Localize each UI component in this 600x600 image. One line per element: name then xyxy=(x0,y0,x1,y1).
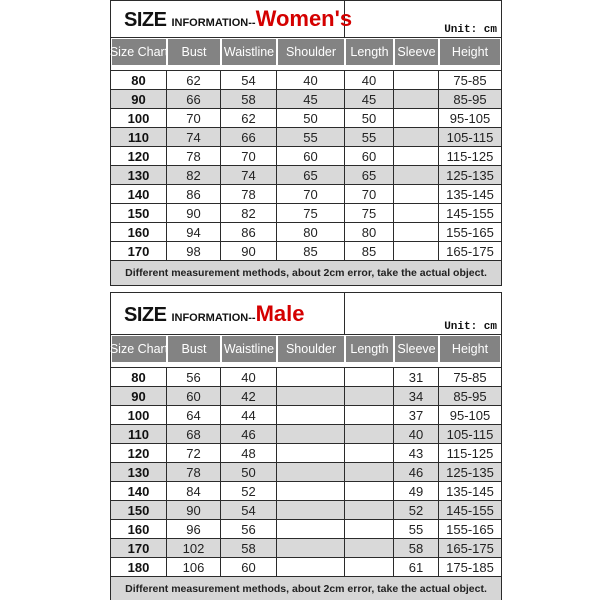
size-cell: 170 xyxy=(111,242,167,261)
size-cell: 160 xyxy=(111,223,167,242)
data-cell xyxy=(394,71,439,90)
size-data-grid xyxy=(111,367,501,577)
data-cell: 50 xyxy=(277,109,345,128)
size-cell: 80 xyxy=(111,71,167,90)
table-title-text xyxy=(124,8,352,30)
data-cell: 50 xyxy=(221,463,277,482)
data-cell: 74 xyxy=(221,166,277,185)
size-cell: 130 xyxy=(111,166,167,185)
data-cell xyxy=(394,109,439,128)
data-cell: 75 xyxy=(277,204,345,223)
data-cell xyxy=(277,387,345,406)
data-cell: 94 xyxy=(167,223,221,242)
data-cell: 55 xyxy=(394,520,439,539)
size-cell: 100 xyxy=(111,109,167,128)
data-cell: 115-125 xyxy=(439,147,501,166)
data-cell: 70 xyxy=(221,147,277,166)
data-cell: 64 xyxy=(167,406,221,425)
data-cell: 86 xyxy=(167,185,221,204)
size-cell: 90 xyxy=(111,90,167,109)
data-cell xyxy=(277,482,345,501)
data-cell xyxy=(394,90,439,109)
data-cell: 45 xyxy=(277,90,345,109)
data-cell: 65 xyxy=(277,166,345,185)
data-cell: 60 xyxy=(221,558,277,577)
data-cell: 62 xyxy=(221,109,277,128)
data-cell: 48 xyxy=(221,444,277,463)
data-cell xyxy=(277,558,345,577)
data-cell: 58 xyxy=(394,539,439,558)
data-cell xyxy=(394,166,439,185)
data-cell xyxy=(277,444,345,463)
data-cell xyxy=(277,368,345,387)
title-gender-text: Women's xyxy=(255,6,353,31)
data-cell: 50 xyxy=(345,109,394,128)
title-size-text: SIZE xyxy=(124,303,167,326)
data-cell: 40 xyxy=(394,425,439,444)
data-cell: 44 xyxy=(221,406,277,425)
data-cell: 56 xyxy=(221,520,277,539)
size-cell: 160 xyxy=(111,520,167,539)
data-cell xyxy=(277,520,345,539)
data-cell: 49 xyxy=(394,482,439,501)
data-cell xyxy=(345,425,394,444)
data-cell: 42 xyxy=(221,387,277,406)
note-bar xyxy=(111,261,501,285)
data-cell: 135-145 xyxy=(439,185,501,204)
data-cell: 56 xyxy=(167,368,221,387)
table-title-row xyxy=(111,293,501,335)
data-cell: 40 xyxy=(221,368,277,387)
data-cell xyxy=(394,128,439,147)
column-header: Length xyxy=(346,336,393,362)
size-cell: 140 xyxy=(111,482,167,501)
note-text: Different measurement methods, about 2cm error, take the actual object. xyxy=(125,583,487,595)
data-cell xyxy=(277,425,345,444)
table-title xyxy=(111,1,353,37)
column-header: Waistline xyxy=(222,39,276,65)
data-cell: 80 xyxy=(277,223,345,242)
data-cell: 60 xyxy=(345,147,394,166)
note-text: Different measurement methods, about 2cm error, take the actual object. xyxy=(125,267,487,279)
data-cell: 75-85 xyxy=(439,71,501,90)
womens-size-table xyxy=(110,0,502,286)
size-cell: 140 xyxy=(111,185,167,204)
column-header: Bust xyxy=(168,336,220,362)
data-cell: 90 xyxy=(167,204,221,223)
column-header: Height xyxy=(440,336,500,362)
data-cell: 58 xyxy=(221,539,277,558)
data-cell: 145-155 xyxy=(439,501,501,520)
column-header: Shoulder xyxy=(278,336,344,362)
data-cell: 78 xyxy=(221,185,277,204)
data-cell: 52 xyxy=(221,482,277,501)
data-cell xyxy=(345,444,394,463)
data-cell: 66 xyxy=(221,128,277,147)
unit-cell xyxy=(345,1,501,37)
data-cell xyxy=(277,501,345,520)
column-header: Shoulder xyxy=(278,39,344,65)
data-cell: 34 xyxy=(394,387,439,406)
data-cell: 98 xyxy=(167,242,221,261)
size-cell: 130 xyxy=(111,463,167,482)
data-cell: 31 xyxy=(394,368,439,387)
data-cell: 145-155 xyxy=(439,204,501,223)
size-cell: 150 xyxy=(111,204,167,223)
data-cell: 43 xyxy=(394,444,439,463)
column-header: Sleeve xyxy=(395,39,438,65)
table-title-text xyxy=(124,300,305,326)
column-header-row xyxy=(111,335,501,363)
data-cell: 70 xyxy=(277,185,345,204)
data-cell: 58 xyxy=(221,90,277,109)
column-header: Size Chart xyxy=(112,336,166,362)
data-cell: 52 xyxy=(394,501,439,520)
data-cell: 85 xyxy=(345,242,394,261)
data-cell: 70 xyxy=(167,109,221,128)
data-cell xyxy=(345,501,394,520)
column-header: Height xyxy=(440,39,500,65)
data-cell xyxy=(345,368,394,387)
unit-label: Unit: cm xyxy=(444,24,497,36)
data-cell: 68 xyxy=(167,425,221,444)
column-header: Bust xyxy=(168,39,220,65)
data-cell: 80 xyxy=(345,223,394,242)
data-cell: 54 xyxy=(221,71,277,90)
data-cell: 60 xyxy=(167,387,221,406)
size-cell: 90 xyxy=(111,387,167,406)
data-cell: 74 xyxy=(167,128,221,147)
data-cell: 96 xyxy=(167,520,221,539)
data-cell: 46 xyxy=(394,463,439,482)
data-cell: 95-105 xyxy=(439,109,501,128)
size-cell: 120 xyxy=(111,444,167,463)
data-cell: 85 xyxy=(277,242,345,261)
data-cell: 62 xyxy=(167,71,221,90)
data-cell: 86 xyxy=(221,223,277,242)
data-cell: 165-175 xyxy=(439,539,501,558)
data-cell: 54 xyxy=(221,501,277,520)
data-cell: 82 xyxy=(221,204,277,223)
data-cell: 40 xyxy=(277,71,345,90)
table-title xyxy=(111,293,345,334)
data-cell xyxy=(345,482,394,501)
data-cell: 105-115 xyxy=(439,128,501,147)
data-cell: 155-165 xyxy=(439,520,501,539)
data-cell: 40 xyxy=(345,71,394,90)
unit-label: Unit: cm xyxy=(444,321,497,333)
data-cell xyxy=(345,558,394,577)
data-cell xyxy=(394,242,439,261)
data-cell: 115-125 xyxy=(439,444,501,463)
data-cell: 78 xyxy=(167,463,221,482)
data-cell xyxy=(394,204,439,223)
column-header-row xyxy=(111,38,501,66)
data-cell: 65 xyxy=(345,166,394,185)
column-header: Size Chart xyxy=(112,39,166,65)
data-cell: 75-85 xyxy=(439,368,501,387)
data-cell: 90 xyxy=(221,242,277,261)
data-cell: 70 xyxy=(345,185,394,204)
size-data-grid xyxy=(111,70,501,261)
data-cell: 75 xyxy=(345,204,394,223)
column-header: Waistline xyxy=(222,336,276,362)
data-cell: 135-145 xyxy=(439,482,501,501)
title-information-text: INFORMATION-- xyxy=(171,311,256,324)
size-info-sheet xyxy=(110,0,502,600)
data-cell xyxy=(345,406,394,425)
data-cell: 165-175 xyxy=(439,242,501,261)
table-title-row xyxy=(111,1,501,38)
data-cell: 85-95 xyxy=(439,387,501,406)
male-size-table xyxy=(110,292,502,600)
data-cell: 55 xyxy=(277,128,345,147)
data-cell: 85-95 xyxy=(439,90,501,109)
title-information-text: INFORMATION-- xyxy=(171,17,256,29)
data-cell: 45 xyxy=(345,90,394,109)
data-cell: 102 xyxy=(167,539,221,558)
data-cell xyxy=(277,406,345,425)
size-cell: 100 xyxy=(111,406,167,425)
data-cell: 95-105 xyxy=(439,406,501,425)
size-cell: 110 xyxy=(111,128,167,147)
data-cell: 37 xyxy=(394,406,439,425)
data-cell: 175-185 xyxy=(439,558,501,577)
data-cell xyxy=(345,539,394,558)
data-cell: 106 xyxy=(167,558,221,577)
data-cell: 82 xyxy=(167,166,221,185)
data-cell: 105-115 xyxy=(439,425,501,444)
data-cell: 61 xyxy=(394,558,439,577)
data-cell xyxy=(277,539,345,558)
data-cell: 125-135 xyxy=(439,463,501,482)
column-header: Sleeve xyxy=(395,336,438,362)
data-cell xyxy=(394,185,439,204)
data-cell: 46 xyxy=(221,425,277,444)
data-cell xyxy=(394,223,439,242)
data-cell xyxy=(345,463,394,482)
data-cell: 66 xyxy=(167,90,221,109)
data-cell xyxy=(345,387,394,406)
title-gender-text: Male xyxy=(255,300,305,326)
data-cell xyxy=(394,147,439,166)
data-cell: 60 xyxy=(277,147,345,166)
column-header: Length xyxy=(346,39,393,65)
data-cell xyxy=(345,520,394,539)
title-size-text: SIZE xyxy=(124,9,167,31)
data-cell: 78 xyxy=(167,147,221,166)
unit-cell xyxy=(345,293,501,334)
data-cell: 155-165 xyxy=(439,223,501,242)
size-cell: 80 xyxy=(111,368,167,387)
data-cell: 84 xyxy=(167,482,221,501)
data-cell xyxy=(277,463,345,482)
data-cell: 55 xyxy=(345,128,394,147)
note-bar xyxy=(111,577,501,600)
size-cell: 120 xyxy=(111,147,167,166)
data-cell: 90 xyxy=(167,501,221,520)
data-cell: 125-135 xyxy=(439,166,501,185)
size-cell: 170 xyxy=(111,539,167,558)
size-cell: 180 xyxy=(111,558,167,577)
size-cell: 150 xyxy=(111,501,167,520)
size-cell: 110 xyxy=(111,425,167,444)
data-cell: 72 xyxy=(167,444,221,463)
